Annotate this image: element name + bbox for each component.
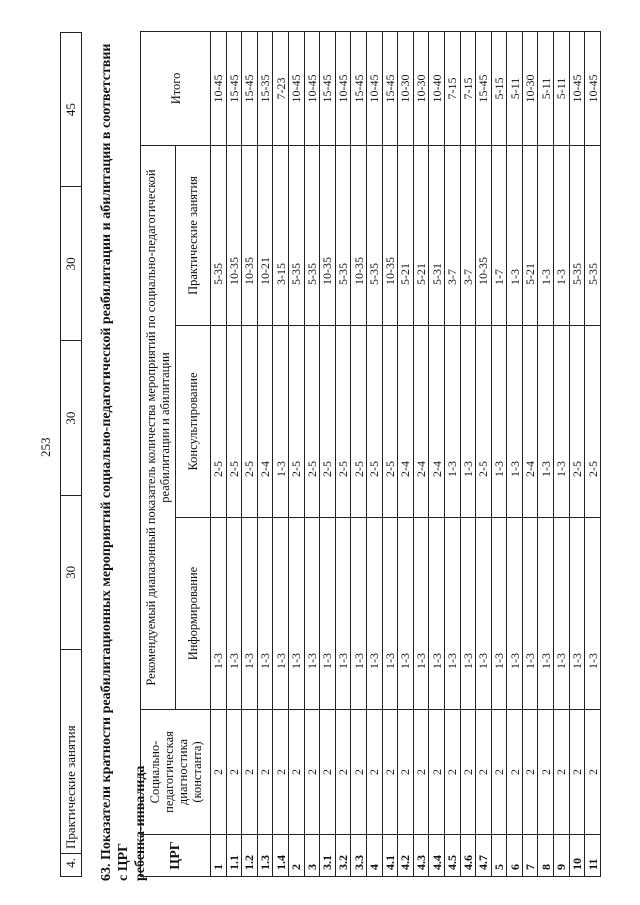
practical-value: 5-35 xyxy=(288,145,304,325)
rehab-table xyxy=(140,31,601,877)
table-row xyxy=(288,31,304,876)
table-row xyxy=(429,31,445,876)
header-total: Итого xyxy=(141,31,211,145)
practical-value: 5-21 xyxy=(522,145,538,325)
consulting-value: 2-5 xyxy=(304,326,320,518)
practical-value: 1-3 xyxy=(554,145,570,325)
crg-code: 1.1 xyxy=(226,835,242,877)
consulting-value: 2-5 xyxy=(351,326,367,518)
informing-value: 1-3 xyxy=(382,518,398,710)
consulting-value: 1-3 xyxy=(507,326,523,518)
crg-code: 4.4 xyxy=(429,835,445,877)
crg-code: 6 xyxy=(507,835,523,877)
diagnostics-value: 2 xyxy=(522,710,538,835)
diagnostics-value: 2 xyxy=(273,710,289,835)
section-subtitle: ребенка-инвалида xyxy=(133,765,148,881)
informing-value: 1-3 xyxy=(211,518,227,710)
total-value: 10-30 xyxy=(398,31,414,145)
informing-value: 1-3 xyxy=(351,518,367,710)
consulting-value: 1-3 xyxy=(444,326,460,518)
table-row xyxy=(242,31,258,876)
table-row xyxy=(320,31,336,876)
practical-value: 10-35 xyxy=(476,145,492,325)
total-value: 10-45 xyxy=(366,31,382,145)
consulting-value: 1-3 xyxy=(491,326,507,518)
practical-value: 5-35 xyxy=(335,145,351,325)
section-title: 63. Показатели кратности реабилитационных мероприятий социально-педагогической реабилитации и абилитации в соответствии с ЦРГ xyxy=(99,43,131,881)
informing-value: 1-3 xyxy=(554,518,570,710)
diagnostics-value: 2 xyxy=(288,710,304,835)
consulting-value: 1-3 xyxy=(538,326,554,518)
crg-code: 4.1 xyxy=(382,835,398,877)
consulting-value: 2-5 xyxy=(288,326,304,518)
total-value: 15-45 xyxy=(242,31,258,145)
practical-value: 3-7 xyxy=(444,145,460,325)
row-label: Практические занятия xyxy=(61,650,82,854)
consulting-value: 1-3 xyxy=(273,326,289,518)
previous-table-fragment xyxy=(60,32,82,877)
consulting-value: 2-4 xyxy=(429,326,445,518)
table-row xyxy=(554,31,570,876)
diagnostics-value: 2 xyxy=(476,710,492,835)
table-row xyxy=(491,31,507,876)
crg-code: 11 xyxy=(585,835,601,877)
practical-value: 3-7 xyxy=(460,145,476,325)
diagnostics-value: 2 xyxy=(320,710,336,835)
crg-code: 3.2 xyxy=(335,835,351,877)
table-row xyxy=(507,31,523,876)
diagnostics-value: 2 xyxy=(398,710,414,835)
informing-value: 1-3 xyxy=(226,518,242,710)
informing-value: 1-3 xyxy=(320,518,336,710)
consulting-value: 2-5 xyxy=(335,326,351,518)
practical-value: 10-35 xyxy=(382,145,398,325)
practical-value: 5-35 xyxy=(304,145,320,325)
table-row xyxy=(61,33,82,877)
informing-value: 1-3 xyxy=(335,518,351,710)
informing-value: 1-3 xyxy=(398,518,414,710)
informing-value: 1-3 xyxy=(366,518,382,710)
diagnostics-value: 2 xyxy=(335,710,351,835)
header-practical: Практические занятия xyxy=(176,145,211,325)
consulting-value: 1-3 xyxy=(554,326,570,518)
total-value: 7-15 xyxy=(460,31,476,145)
table-row xyxy=(398,31,414,876)
practical-value: 1-3 xyxy=(507,145,523,325)
table-row xyxy=(522,31,538,876)
consulting-value: 2-5 xyxy=(382,326,398,518)
total-value: 5-11 xyxy=(538,31,554,145)
informing-value: 1-3 xyxy=(288,518,304,710)
practical-value: 3-15 xyxy=(273,145,289,325)
total-value: 10-45 xyxy=(569,31,585,145)
consulting-value: 2-5 xyxy=(366,326,382,518)
diagnostics-value: 2 xyxy=(382,710,398,835)
informing-value: 1-3 xyxy=(522,518,538,710)
informing-value: 1-3 xyxy=(476,518,492,710)
header-informing: Информирование xyxy=(176,518,211,710)
informing-value: 1-3 xyxy=(569,518,585,710)
consulting-value: 2-5 xyxy=(585,326,601,518)
total-value: 5-15 xyxy=(491,31,507,145)
table-row xyxy=(366,31,382,876)
crg-code: 1 xyxy=(211,835,227,877)
informing-value: 1-3 xyxy=(257,518,273,710)
crg-code: 3.3 xyxy=(351,835,367,877)
diagnostics-value: 2 xyxy=(429,710,445,835)
total-value: 15-45 xyxy=(382,31,398,145)
practical-value: 5-35 xyxy=(211,145,227,325)
crg-code: 5 xyxy=(491,835,507,877)
crg-code: 3 xyxy=(304,835,320,877)
crg-code: 10 xyxy=(569,835,585,877)
informing-value: 1-3 xyxy=(429,518,445,710)
crg-code: 3.1 xyxy=(320,835,336,877)
table-row xyxy=(585,31,601,876)
diagnostics-value: 2 xyxy=(491,710,507,835)
consulting-value: 2-5 xyxy=(211,326,227,518)
practical-value: 10-35 xyxy=(242,145,258,325)
header-row xyxy=(141,31,176,876)
total-value: 15-35 xyxy=(257,31,273,145)
table-row xyxy=(335,31,351,876)
diagnostics-value: 2 xyxy=(413,710,429,835)
table-row xyxy=(444,31,460,876)
informing-value: 1-3 xyxy=(538,518,554,710)
diagnostics-value: 2 xyxy=(585,710,601,835)
diagnostics-value: 2 xyxy=(569,710,585,835)
informing-value: 1-3 xyxy=(304,518,320,710)
crg-code: 4.6 xyxy=(460,835,476,877)
diagnostics-value: 2 xyxy=(538,710,554,835)
consulting-value: 2-4 xyxy=(398,326,414,518)
diagnostics-value: 2 xyxy=(507,710,523,835)
header-consulting: Консультирование xyxy=(176,326,211,518)
diagnostics-value: 2 xyxy=(257,710,273,835)
informing-value: 1-3 xyxy=(413,518,429,710)
informing-value: 1-3 xyxy=(491,518,507,710)
row-value: 30 xyxy=(61,341,82,495)
crg-code: 1.4 xyxy=(273,835,289,877)
row-value: 30 xyxy=(61,495,82,649)
crg-code: 4.3 xyxy=(413,835,429,877)
table-row xyxy=(382,31,398,876)
consulting-value: 1-3 xyxy=(460,326,476,518)
total-value: 7-15 xyxy=(444,31,460,145)
informing-value: 1-3 xyxy=(585,518,601,710)
practical-value: 10-35 xyxy=(351,145,367,325)
informing-value: 1-3 xyxy=(444,518,460,710)
total-value: 10-30 xyxy=(522,31,538,145)
practical-value: 10-21 xyxy=(257,145,273,325)
diagnostics-value: 2 xyxy=(211,710,227,835)
practical-value: 10-35 xyxy=(320,145,336,325)
consulting-value: 2-4 xyxy=(257,326,273,518)
table-row xyxy=(538,31,554,876)
total-value: 10-30 xyxy=(413,31,429,145)
crg-code: 7 xyxy=(522,835,538,877)
row-value: 45 xyxy=(61,33,82,187)
consulting-value: 2-5 xyxy=(242,326,258,518)
consulting-value: 2-5 xyxy=(226,326,242,518)
practical-value: 5-31 xyxy=(429,145,445,325)
practical-value: 5-35 xyxy=(585,145,601,325)
total-value: 10-45 xyxy=(585,31,601,145)
table-row xyxy=(413,31,429,876)
total-value: 15-45 xyxy=(476,31,492,145)
crg-code: 4.5 xyxy=(444,835,460,877)
diagnostics-value: 2 xyxy=(351,710,367,835)
diagnostics-value: 2 xyxy=(554,710,570,835)
row-number: 4. xyxy=(61,854,82,877)
practical-value: 1-7 xyxy=(491,145,507,325)
crg-code: 4.2 xyxy=(398,835,414,877)
total-value: 5-11 xyxy=(554,31,570,145)
row-value: 30 xyxy=(61,187,82,341)
practical-value: 5-35 xyxy=(366,145,382,325)
crg-code: 1.2 xyxy=(242,835,258,877)
total-value: 10-40 xyxy=(429,31,445,145)
diagnostics-value: 2 xyxy=(366,710,382,835)
diagnostics-value: 2 xyxy=(444,710,460,835)
consulting-value: 2-5 xyxy=(320,326,336,518)
table-row xyxy=(211,31,227,876)
table-row xyxy=(351,31,367,876)
total-value: 15-45 xyxy=(226,31,242,145)
total-value: 10-45 xyxy=(335,31,351,145)
diagnostics-value: 2 xyxy=(226,710,242,835)
diagnostics-value: 2 xyxy=(242,710,258,835)
crg-code: 2 xyxy=(288,835,304,877)
crg-code: 4 xyxy=(366,835,382,877)
header-group: Рекомендуемый диапазонный показатель количества мероприятий по социально-педагогической реабилитации и абилитации xyxy=(141,145,176,709)
practical-value: 5-35 xyxy=(569,145,585,325)
table-row xyxy=(476,31,492,876)
informing-value: 1-3 xyxy=(273,518,289,710)
informing-value: 1-3 xyxy=(460,518,476,710)
header-diagnostics: Социально-педагогическая диагностика (константа) xyxy=(141,710,211,835)
crg-code: 9 xyxy=(554,835,570,877)
practical-value: 5-21 xyxy=(398,145,414,325)
page-number: 253 xyxy=(38,437,53,457)
total-value: 7-23 xyxy=(273,31,289,145)
table-row xyxy=(460,31,476,876)
table-row xyxy=(273,31,289,876)
total-value: 15-45 xyxy=(320,31,336,145)
crg-code: 4.7 xyxy=(476,835,492,877)
consulting-value: 2-5 xyxy=(569,326,585,518)
total-value: 10-45 xyxy=(288,31,304,145)
total-value: 5-11 xyxy=(507,31,523,145)
diagnostics-value: 2 xyxy=(304,710,320,835)
total-value: 15-45 xyxy=(351,31,367,145)
informing-value: 1-3 xyxy=(242,518,258,710)
crg-code: 1.3 xyxy=(257,835,273,877)
practical-value: 10-35 xyxy=(226,145,242,325)
informing-value: 1-3 xyxy=(507,518,523,710)
crg-code: 8 xyxy=(538,835,554,877)
consulting-value: 2-5 xyxy=(476,326,492,518)
total-value: 10-45 xyxy=(304,31,320,145)
diagnostics-value: 2 xyxy=(460,710,476,835)
table-row xyxy=(304,31,320,876)
practical-value: 5-21 xyxy=(413,145,429,325)
header-crg: ЦРГ xyxy=(141,835,211,877)
consulting-value: 2-4 xyxy=(522,326,538,518)
practical-value: 1-3 xyxy=(538,145,554,325)
table-row xyxy=(226,31,242,876)
total-value: 10-45 xyxy=(211,31,227,145)
table-row xyxy=(569,31,585,876)
table-row xyxy=(257,31,273,876)
consulting-value: 2-4 xyxy=(413,326,429,518)
